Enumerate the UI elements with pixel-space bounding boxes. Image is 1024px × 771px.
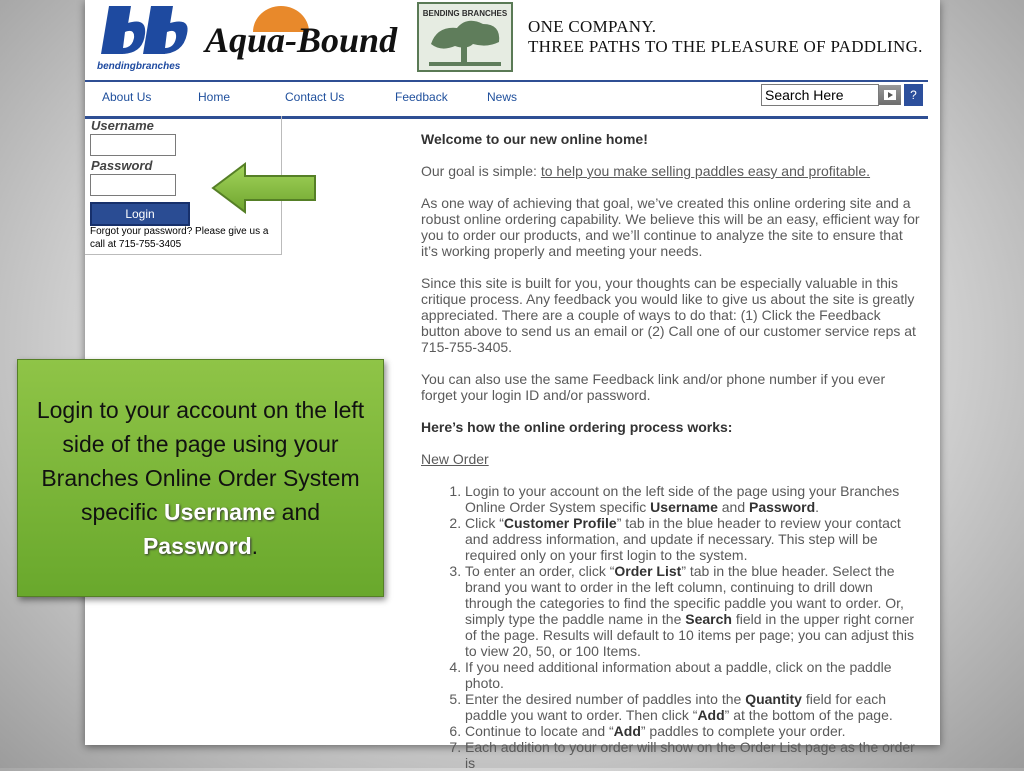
- tagline: [528, 17, 923, 57]
- goal-paragraph: [421, 163, 921, 179]
- process-heading: Here’s how the online ordering process works:: [421, 419, 733, 435]
- paragraph-1: As one way of achieving that goal, we’ve created this online ordering site and a robust online ordering capability. We believe this will be an easy, efficient way for you to order our products, and we’ll continue to analyze the site to ensure that it’s working properly and meeting your needs.: [421, 195, 920, 259]
- search-go-button[interactable]: [879, 85, 901, 105]
- welcome-heading: Welcome to our new online home!: [421, 131, 648, 147]
- login-button[interactable]: Login: [90, 202, 190, 226]
- list-item: 5. Enter the desired number of paddles into the Quantity field for each paddle you want to order. Then click “Add” at the bottom of the page.: [465, 691, 921, 723]
- goal-prefix: Our goal is simple:: [421, 163, 541, 179]
- list-item: 3. To enter an order, click “Order List” tab in the blue header. Select the brand you want to order in the left column, continuing to drill down through the categories to find the specific paddle you want to order. Or, simply type the paddle name in the Search field in the upper right corner of the page. Results will default to 10 items per page; you can adjust this to view 20, 50, or 100 Items.: [465, 563, 921, 659]
- password-field[interactable]: [90, 174, 176, 196]
- nav-feedback[interactable]: Feedback: [395, 90, 448, 104]
- main-content: [421, 131, 921, 771]
- list-item: 4. If you need additional information about a paddle, click on the paddle photo.: [465, 659, 921, 691]
- tagline-line-1: ONE COMPANY.: [528, 17, 657, 36]
- nav-news[interactable]: News: [487, 90, 518, 104]
- forgot-password-text: Forgot your password? Please give us a call at 715-755-3405: [90, 226, 269, 250]
- bending-branches-logo-text: BENDING BRANCHES: [422, 9, 508, 18]
- green-arrow-left-icon: [211, 162, 319, 214]
- paragraph-2: Since this site is built for you, your thoughts can be especially valuable in this critique process. Any feedback you would like to give us about the site is greatly appreciated. There are a couple of ways to do that: (1) Click the Feedback button above to send us an email or (2) Call one of our customer service reps at 715-755-3405.: [421, 275, 916, 355]
- order-steps-list: [421, 483, 921, 771]
- search-input[interactable]: [761, 84, 879, 106]
- instruction-callout: [17, 359, 384, 597]
- paragraph-3: You can also use the same Feedback link and/or phone number if you ever forget your login ID and/or password.: [421, 371, 886, 403]
- callout-text: Login to your account on the left side of the page using your Branches Online Order System specific Username and Password.: [36, 397, 365, 559]
- site-header: [85, 0, 940, 80]
- nav-about-us[interactable]: About Us: [102, 90, 152, 104]
- nav-contact-us[interactable]: Contact Us: [285, 90, 345, 104]
- bending-branches-tree-logo[interactable]: [417, 2, 513, 72]
- username-label: Username: [91, 118, 154, 133]
- help-button[interactable]: ?: [904, 84, 923, 106]
- aqua-bound-logo-text: Aqua-Bound: [205, 20, 398, 60]
- nav-bar: [85, 80, 928, 119]
- list-item: 1. Login to your account on the left side of the page using your Branches Online Order System specific Username and Password.: [465, 483, 921, 515]
- bendingbranches-logo[interactable]: [95, 2, 193, 74]
- arrow-right-icon: [883, 89, 897, 101]
- username-field[interactable]: [90, 134, 176, 156]
- goal-link[interactable]: to help you make selling paddles easy and profitable.: [540, 163, 871, 179]
- bb-logo-text: bendingbranches: [97, 61, 181, 72]
- aqua-bound-logo[interactable]: [203, 2, 403, 74]
- list-item: 2. Click “Customer Profile” tab in the blue header to review your contact and address information, and update if necessary. This step will be required only on your first login to the system.: [465, 515, 921, 563]
- password-label: Password: [91, 158, 153, 173]
- nav-home[interactable]: Home: [198, 90, 231, 104]
- new-order-heading: New Order: [421, 451, 489, 467]
- tagline-line-2: THREE PATHS TO THE PLEASURE OF PADDLING.: [528, 37, 923, 56]
- list-item: 6. Continue to locate and “Add” paddles to complete your order.: [465, 723, 921, 739]
- list-item: 7. Each addition to your order will show on the Order List page as the order is: [465, 739, 921, 771]
